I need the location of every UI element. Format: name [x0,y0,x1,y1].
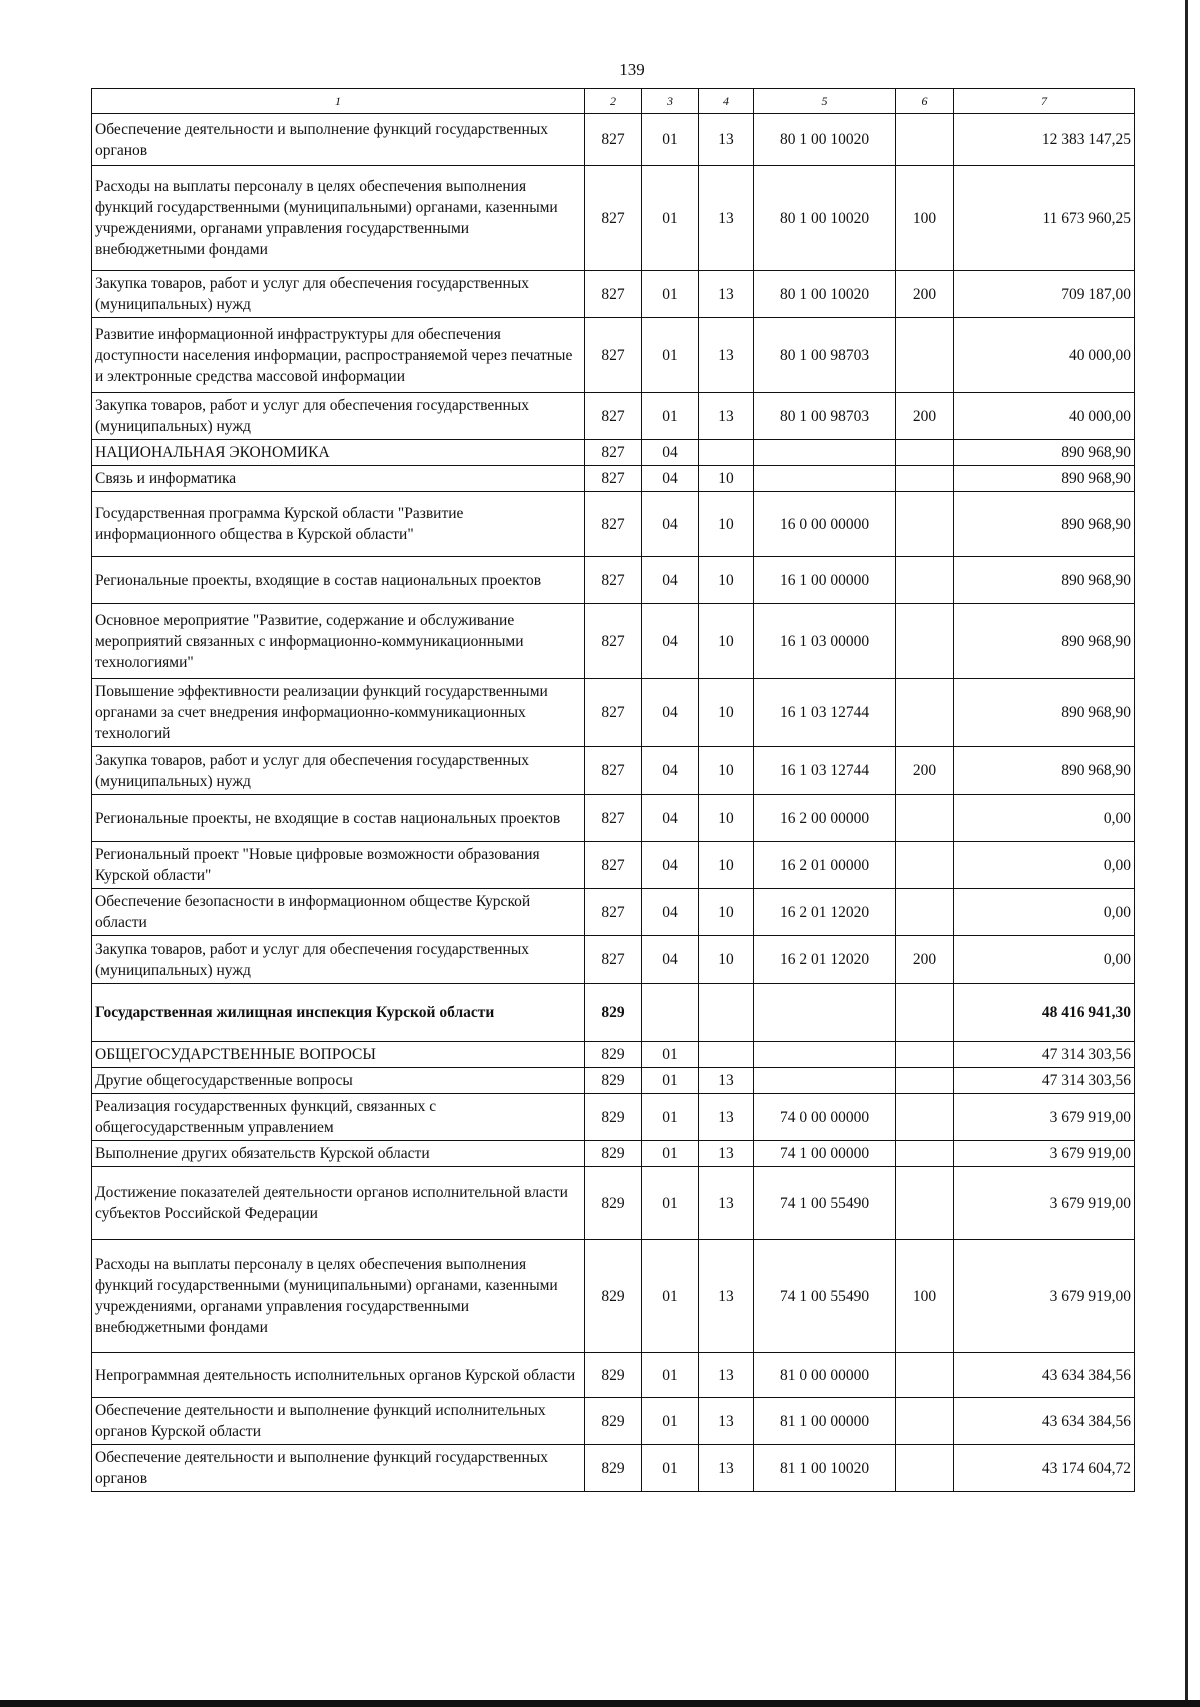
row-value-cell: 890 968,90 [954,492,1135,557]
row-value-cell: 829 [585,1167,642,1240]
row-value-cell: 200 [896,393,954,440]
table-row [92,557,1135,604]
row-value-cell: 13 [699,1094,754,1141]
row-value-cell [896,492,954,557]
row-value-cell [699,1042,754,1068]
row-value-cell: 16 2 01 12020 [754,936,896,984]
column-number: 6 [896,89,954,114]
row-value-cell: 10 [699,936,754,984]
row-name-cell: Основное мероприятие "Развитие, содержание и обслуживание мероприятий связанных с информационно-коммуникационными технологиями" [92,604,585,679]
row-value-cell: 47 314 303,56 [954,1068,1135,1094]
row-value-cell: 3 679 919,00 [954,1167,1135,1240]
row-value-cell: 13 [699,271,754,318]
row-value-cell: 74 1 00 55490 [754,1167,896,1240]
row-value-cell [896,1445,954,1492]
table-row [92,889,1135,936]
row-value-cell: 01 [642,318,699,393]
row-value-cell [754,466,896,492]
row-value-cell [699,984,754,1042]
column-number: 4 [699,89,754,114]
row-value-cell [896,795,954,842]
table-row [92,1042,1135,1068]
column-number: 3 [642,89,699,114]
row-name-cell: Обеспечение безопасности в информационном обществе Курской области [92,889,585,936]
row-name-cell: Закупка товаров, работ и услуг для обеспечения государственных (муниципальных) нужд [92,936,585,984]
row-value-cell [896,1167,954,1240]
row-value-cell: 827 [585,271,642,318]
row-name-cell: Закупка товаров, работ и услуг для обеспечения государственных (муниципальных) нужд [92,393,585,440]
table-row [92,1240,1135,1353]
row-value-cell: 43 634 384,56 [954,1398,1135,1445]
row-value-cell: 0,00 [954,889,1135,936]
page-number: 139 [619,60,645,79]
table-row [92,984,1135,1042]
row-value-cell: 827 [585,440,642,466]
row-value-cell: 80 1 00 10020 [754,114,896,166]
row-value-cell: 16 2 00 00000 [754,795,896,842]
row-value-cell [896,1353,954,1398]
row-value-cell: 827 [585,466,642,492]
row-value-cell: 16 1 03 12744 [754,679,896,747]
row-value-cell: 829 [585,1141,642,1167]
row-name-cell: Региональные проекты, не входящие в состав национальных проектов [92,795,585,842]
table-row [92,747,1135,795]
row-name-cell: Связь и информатика [92,466,585,492]
row-value-cell: 200 [896,747,954,795]
row-value-cell: 13 [699,393,754,440]
row-value-cell: 80 1 00 98703 [754,318,896,393]
row-value-cell: 890 968,90 [954,679,1135,747]
row-value-cell: 04 [642,440,699,466]
row-value-cell [896,318,954,393]
row-value-cell: 81 0 00 00000 [754,1353,896,1398]
row-value-cell: 10 [699,889,754,936]
row-value-cell: 13 [699,1167,754,1240]
table-row [92,466,1135,492]
table-row [92,1353,1135,1398]
row-value-cell [896,466,954,492]
row-value-cell: 74 1 00 00000 [754,1141,896,1167]
row-value-cell [754,1042,896,1068]
row-value-cell: 827 [585,114,642,166]
row-name-cell: Государственная жилищная инспекция Курской области [92,984,585,1042]
row-value-cell: 13 [699,114,754,166]
row-name-cell: Обеспечение деятельности и выполнение функций государственных органов [92,114,585,166]
row-value-cell: 827 [585,889,642,936]
row-value-cell: 01 [642,1445,699,1492]
table-row [92,1398,1135,1445]
row-value-cell: 827 [585,393,642,440]
table-row [92,440,1135,466]
row-name-cell: Развитие информационной инфраструктуры для обеспечения доступности населения информации, распространяемой через печатные и электронные средства массовой информации [92,318,585,393]
row-value-cell: 13 [699,1068,754,1094]
row-value-cell: 01 [642,1353,699,1398]
row-value-cell: 3 679 919,00 [954,1094,1135,1141]
row-value-cell: 48 416 941,30 [954,984,1135,1042]
row-value-cell: 827 [585,557,642,604]
row-value-cell: 12 383 147,25 [954,114,1135,166]
row-value-cell: 890 968,90 [954,466,1135,492]
row-value-cell: 01 [642,271,699,318]
row-value-cell: 10 [699,842,754,889]
row-value-cell: 829 [585,1445,642,1492]
row-value-cell [754,440,896,466]
row-value-cell: 10 [699,557,754,604]
row-value-cell: 827 [585,795,642,842]
scan-edge-bottom [0,1700,1200,1707]
row-value-cell: 10 [699,679,754,747]
row-value-cell: 01 [642,1398,699,1445]
row-value-cell: 16 2 01 00000 [754,842,896,889]
row-value-cell: 40 000,00 [954,393,1135,440]
row-value-cell: 01 [642,1240,699,1353]
column-number: 1 [92,89,585,114]
row-value-cell: 100 [896,166,954,271]
row-name-cell: Региональные проекты, входящие в состав национальных проектов [92,557,585,604]
row-value-cell: 04 [642,889,699,936]
row-value-cell: 16 0 00 00000 [754,492,896,557]
row-value-cell: 04 [642,492,699,557]
row-value-cell [896,1042,954,1068]
row-value-cell: 04 [642,842,699,889]
row-value-cell: 01 [642,1141,699,1167]
row-value-cell: 200 [896,936,954,984]
row-name-cell: Государственная программа Курской области "Развитие информационного общества в Курской области" [92,492,585,557]
row-value-cell: 74 0 00 00000 [754,1094,896,1141]
row-value-cell: 13 [699,1141,754,1167]
row-value-cell: 13 [699,318,754,393]
row-value-cell: 16 2 01 12020 [754,889,896,936]
row-value-cell: 10 [699,604,754,679]
column-number-row [92,89,1135,114]
row-value-cell [699,440,754,466]
table-row [92,1068,1135,1094]
row-value-cell: 890 968,90 [954,440,1135,466]
row-name-cell: Повышение эффективности реализации функций государственными органами за счет внедрения информационно-коммуникационных технологий [92,679,585,747]
row-value-cell: 04 [642,604,699,679]
row-value-cell [642,984,699,1042]
row-name-cell: Расходы на выплаты персоналу в целях обеспечения выполнения функций государственными (муниципальными) органами, казенными учреждениями, органами управления государственными внебюджетными фондами [92,1240,585,1353]
table-row [92,492,1135,557]
row-value-cell: 04 [642,679,699,747]
row-name-cell: Обеспечение деятельности и выполнение функций исполнительных органов Курской области [92,1398,585,1445]
row-value-cell: 827 [585,492,642,557]
row-value-cell: 01 [642,166,699,271]
budget-table [91,88,1135,1492]
table-row [92,604,1135,679]
row-value-cell: 74 1 00 55490 [754,1240,896,1353]
row-value-cell: 01 [642,1167,699,1240]
row-name-cell: Реализация государственных функций, связанных с общегосударственным управлением [92,1094,585,1141]
row-value-cell: 829 [585,984,642,1042]
row-value-cell [896,440,954,466]
row-name-cell: Региональный проект "Новые цифровые возможности образования Курской области" [92,842,585,889]
row-value-cell [896,842,954,889]
row-value-cell: 04 [642,747,699,795]
column-number: 2 [585,89,642,114]
row-value-cell: 16 1 00 00000 [754,557,896,604]
row-value-cell: 829 [585,1398,642,1445]
row-value-cell: 43 174 604,72 [954,1445,1135,1492]
row-value-cell: 827 [585,604,642,679]
table-row [92,1445,1135,1492]
row-value-cell: 827 [585,747,642,795]
row-value-cell: 40 000,00 [954,318,1135,393]
row-value-cell: 80 1 00 10020 [754,166,896,271]
row-value-cell: 47 314 303,56 [954,1042,1135,1068]
row-value-cell: 01 [642,114,699,166]
row-value-cell: 829 [585,1068,642,1094]
row-name-cell: Достижение показателей деятельности органов исполнительной власти субъектов Российской Федерации [92,1167,585,1240]
table-row [92,679,1135,747]
row-name-cell: Непрограммная деятельность исполнительных органов Курской области [92,1353,585,1398]
row-value-cell [896,984,954,1042]
row-value-cell: 829 [585,1042,642,1068]
row-value-cell [896,679,954,747]
budget-rows [92,114,1135,1492]
table-row [92,1141,1135,1167]
table-row [92,393,1135,440]
row-value-cell: 01 [642,1094,699,1141]
row-name-cell: НАЦИОНАЛЬНАЯ ЭКОНОМИКА [92,440,585,466]
row-value-cell: 829 [585,1240,642,1353]
row-value-cell: 80 1 00 10020 [754,271,896,318]
row-value-cell: 829 [585,1094,642,1141]
table-row [92,1094,1135,1141]
row-value-cell [896,1094,954,1141]
table-row [92,936,1135,984]
row-value-cell: 81 1 00 10020 [754,1445,896,1492]
row-value-cell: 11 673 960,25 [954,166,1135,271]
column-number: 5 [754,89,896,114]
row-name-cell: Закупка товаров, работ и услуг для обеспечения государственных (муниципальных) нужд [92,747,585,795]
row-value-cell: 827 [585,318,642,393]
row-value-cell [896,889,954,936]
table-row [92,842,1135,889]
row-name-cell: Другие общегосударственные вопросы [92,1068,585,1094]
table-row [92,1167,1135,1240]
row-value-cell: 10 [699,795,754,842]
row-value-cell: 13 [699,1398,754,1445]
row-value-cell: 890 968,90 [954,604,1135,679]
row-value-cell: 0,00 [954,842,1135,889]
row-value-cell: 13 [699,1240,754,1353]
row-value-cell: 827 [585,679,642,747]
row-value-cell: 3 679 919,00 [954,1141,1135,1167]
row-value-cell: 0,00 [954,795,1135,842]
row-value-cell [896,114,954,166]
row-value-cell: 827 [585,936,642,984]
column-number: 7 [954,89,1135,114]
row-value-cell: 709 187,00 [954,271,1135,318]
row-value-cell [896,557,954,604]
row-value-cell [754,1068,896,1094]
row-value-cell: 890 968,90 [954,747,1135,795]
row-value-cell: 827 [585,166,642,271]
row-value-cell: 890 968,90 [954,557,1135,604]
row-value-cell: 01 [642,1042,699,1068]
table-row [92,166,1135,271]
table-row [92,318,1135,393]
row-value-cell [896,604,954,679]
row-name-cell: Выполнение других обязательств Курской области [92,1141,585,1167]
row-name-cell: Обеспечение деятельности и выполнение функций государственных органов [92,1445,585,1492]
table-row [92,114,1135,166]
table-row [92,271,1135,318]
row-value-cell: 04 [642,557,699,604]
row-value-cell: 04 [642,466,699,492]
row-value-cell: 10 [699,747,754,795]
row-name-cell: ОБЩЕГОСУДАРСТВЕННЫЕ ВОПРОСЫ [92,1042,585,1068]
row-value-cell: 100 [896,1240,954,1353]
row-value-cell [896,1141,954,1167]
row-value-cell: 81 1 00 00000 [754,1398,896,1445]
row-value-cell: 13 [699,1445,754,1492]
scan-edge-right [1185,0,1188,1707]
row-value-cell: 13 [699,166,754,271]
row-value-cell: 43 634 384,56 [954,1353,1135,1398]
row-value-cell: 3 679 919,00 [954,1240,1135,1353]
row-value-cell [896,1398,954,1445]
row-value-cell: 01 [642,393,699,440]
row-value-cell: 829 [585,1353,642,1398]
row-value-cell: 10 [699,492,754,557]
row-value-cell: 16 1 03 00000 [754,604,896,679]
row-name-cell: Расходы на выплаты персоналу в целях обеспечения выполнения функций государственными (муниципальными) органами, казенными учреждениями, органами управления государственными внебюджетными фондами [92,166,585,271]
row-value-cell: 04 [642,936,699,984]
row-name-cell: Закупка товаров, работ и услуг для обеспечения государственных (муниципальных) нужд [92,271,585,318]
row-value-cell [896,1068,954,1094]
row-value-cell: 827 [585,842,642,889]
row-value-cell: 01 [642,1068,699,1094]
row-value-cell: 0,00 [954,936,1135,984]
table-row [92,795,1135,842]
row-value-cell: 16 1 03 12744 [754,747,896,795]
row-value-cell: 04 [642,795,699,842]
row-value-cell: 10 [699,466,754,492]
row-value-cell: 200 [896,271,954,318]
row-value-cell [754,984,896,1042]
row-value-cell: 80 1 00 98703 [754,393,896,440]
row-value-cell: 13 [699,1353,754,1398]
